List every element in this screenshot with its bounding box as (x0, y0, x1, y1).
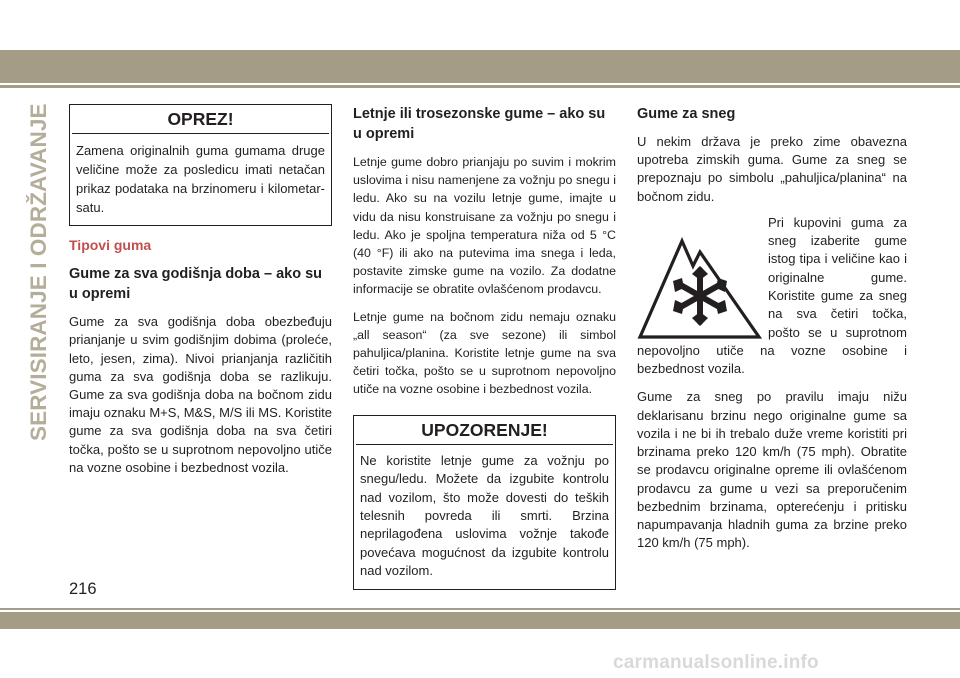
paragraph-summer-2: Letnje gume na bočnom zidu nemaju oznaku „all season“ (za sve sezone) ili simbol pahuljica/planina. Koristite letnje gume na sva četiri točka, pošto se u suprotnom nepovoljno utiče na vozne osobine i bezbednost vozila. (353, 309, 616, 397)
heading-all-season: Gume za sva godišnja doba – ako su u opremi (69, 266, 323, 303)
heading-summer: Letnje ili trosezonske gume – ako su u opremi (353, 106, 606, 142)
column-1 (69, 104, 332, 477)
paragraph-snow-1: U nekim država je preko zime obavezna upotreba zimskih guma. Gume za sneg se prepoznaju po simbolu „pahuljica/planina“ na bočnom zidu. (637, 134, 907, 204)
caution-box (69, 104, 332, 226)
footer-rule (0, 608, 960, 610)
warning-box (353, 415, 616, 590)
header-rule (0, 85, 960, 88)
caution-body: Zamena originalnih guma gumama druge veličine može za posledicu imati netačan prikaz podataka na brzinomeru i kilometar-satu. (76, 143, 325, 216)
section-title-tire-types: Tipovi guma (69, 237, 152, 254)
page-number: 216 (69, 580, 97, 598)
heading-snow: Gume za sneg (637, 106, 736, 122)
footer-band (0, 612, 960, 629)
caution-title: OPREZ! (167, 109, 234, 129)
paragraph-snow-2: Gume za sneg po pravilu imaju nižu deklarisanu brzinu nego originalne gume sa vozila i ne bi ih trebalo duže vreme koristiti pri brzinama preko 120 km/h (75 mph). Obratite se prodavcu originalne opreme ili ovlašćenom prodavcu za gume u vezi sa preporučenim bezbednim brzinama, opterećenju i pritisku napumpavanja hladnih guma za brzine preko 120 km/h (75 mph). (637, 389, 907, 551)
footer-watermark: carmanualsonline.info (613, 652, 819, 673)
header-band (0, 50, 960, 83)
snow-symbol-section (637, 214, 907, 379)
paragraph-summer-1: Letnje gume dobro prianjaju po suvim i mokrim uslovima i nisu namenjene za vožnju po snegu i ledu. Ako su na vozilu letnje gume, imajte u vidu da nisu konstruisane za vožnju po snegu i ledu. Ako je spoljna temperatura niža od 5 °C (40 °F) ili ako na putevima ima snega i leda, postavite zimske gume na vozilo. Za dodatne informacije se obratite ovlašćenom prodavcu. (353, 155, 616, 297)
paragraph-all-season: Gume za sva godišnja doba obezbeđuju prianjanje u svim godišnjim dobima (proleće, leto, jesen, zima). Nivoi prianjanja različitih guma za sva godišnja doba se razlikuju. Gume za sva godišnja doba na bočnom zidu imaju oznaku M+S, M&S, M/S ili MS. Koristite gume za sva godišnja doba na sva četiri točka, pošto se u suprotnom nepovoljno utiče na vozne osobine i bezbednost vozila. (69, 314, 332, 475)
column-2 (353, 104, 616, 590)
column-3 (637, 104, 907, 552)
warning-title: UPOZORENJE! (421, 419, 548, 440)
warning-body: Ne koristite letnje gume za vožnju po snegu/ledu. Možete da izgubite kontrolu nad vozilom, što može dovesti do teških telesnih povreda ili smrti. Brzina neprilagođena uslovima vožnje takođe povećava mogućnost da izgubite kontrolu nad vozilom. (360, 452, 609, 579)
paragraph-snow-purchase: Pri kupovini guma za sneg izaberite gume istog tipa i veličine kao i originalne gume. Koristite gume za sneg na sva četiri točka, pošto se u suprotnom nepovoljno utiče na vozne osobine i bezbednost vozila. (637, 214, 907, 377)
chapter-side-title: SERVISIRANJE I ODRŽAVANJE (26, 103, 51, 442)
mountain-snowflake-icon (637, 222, 762, 340)
